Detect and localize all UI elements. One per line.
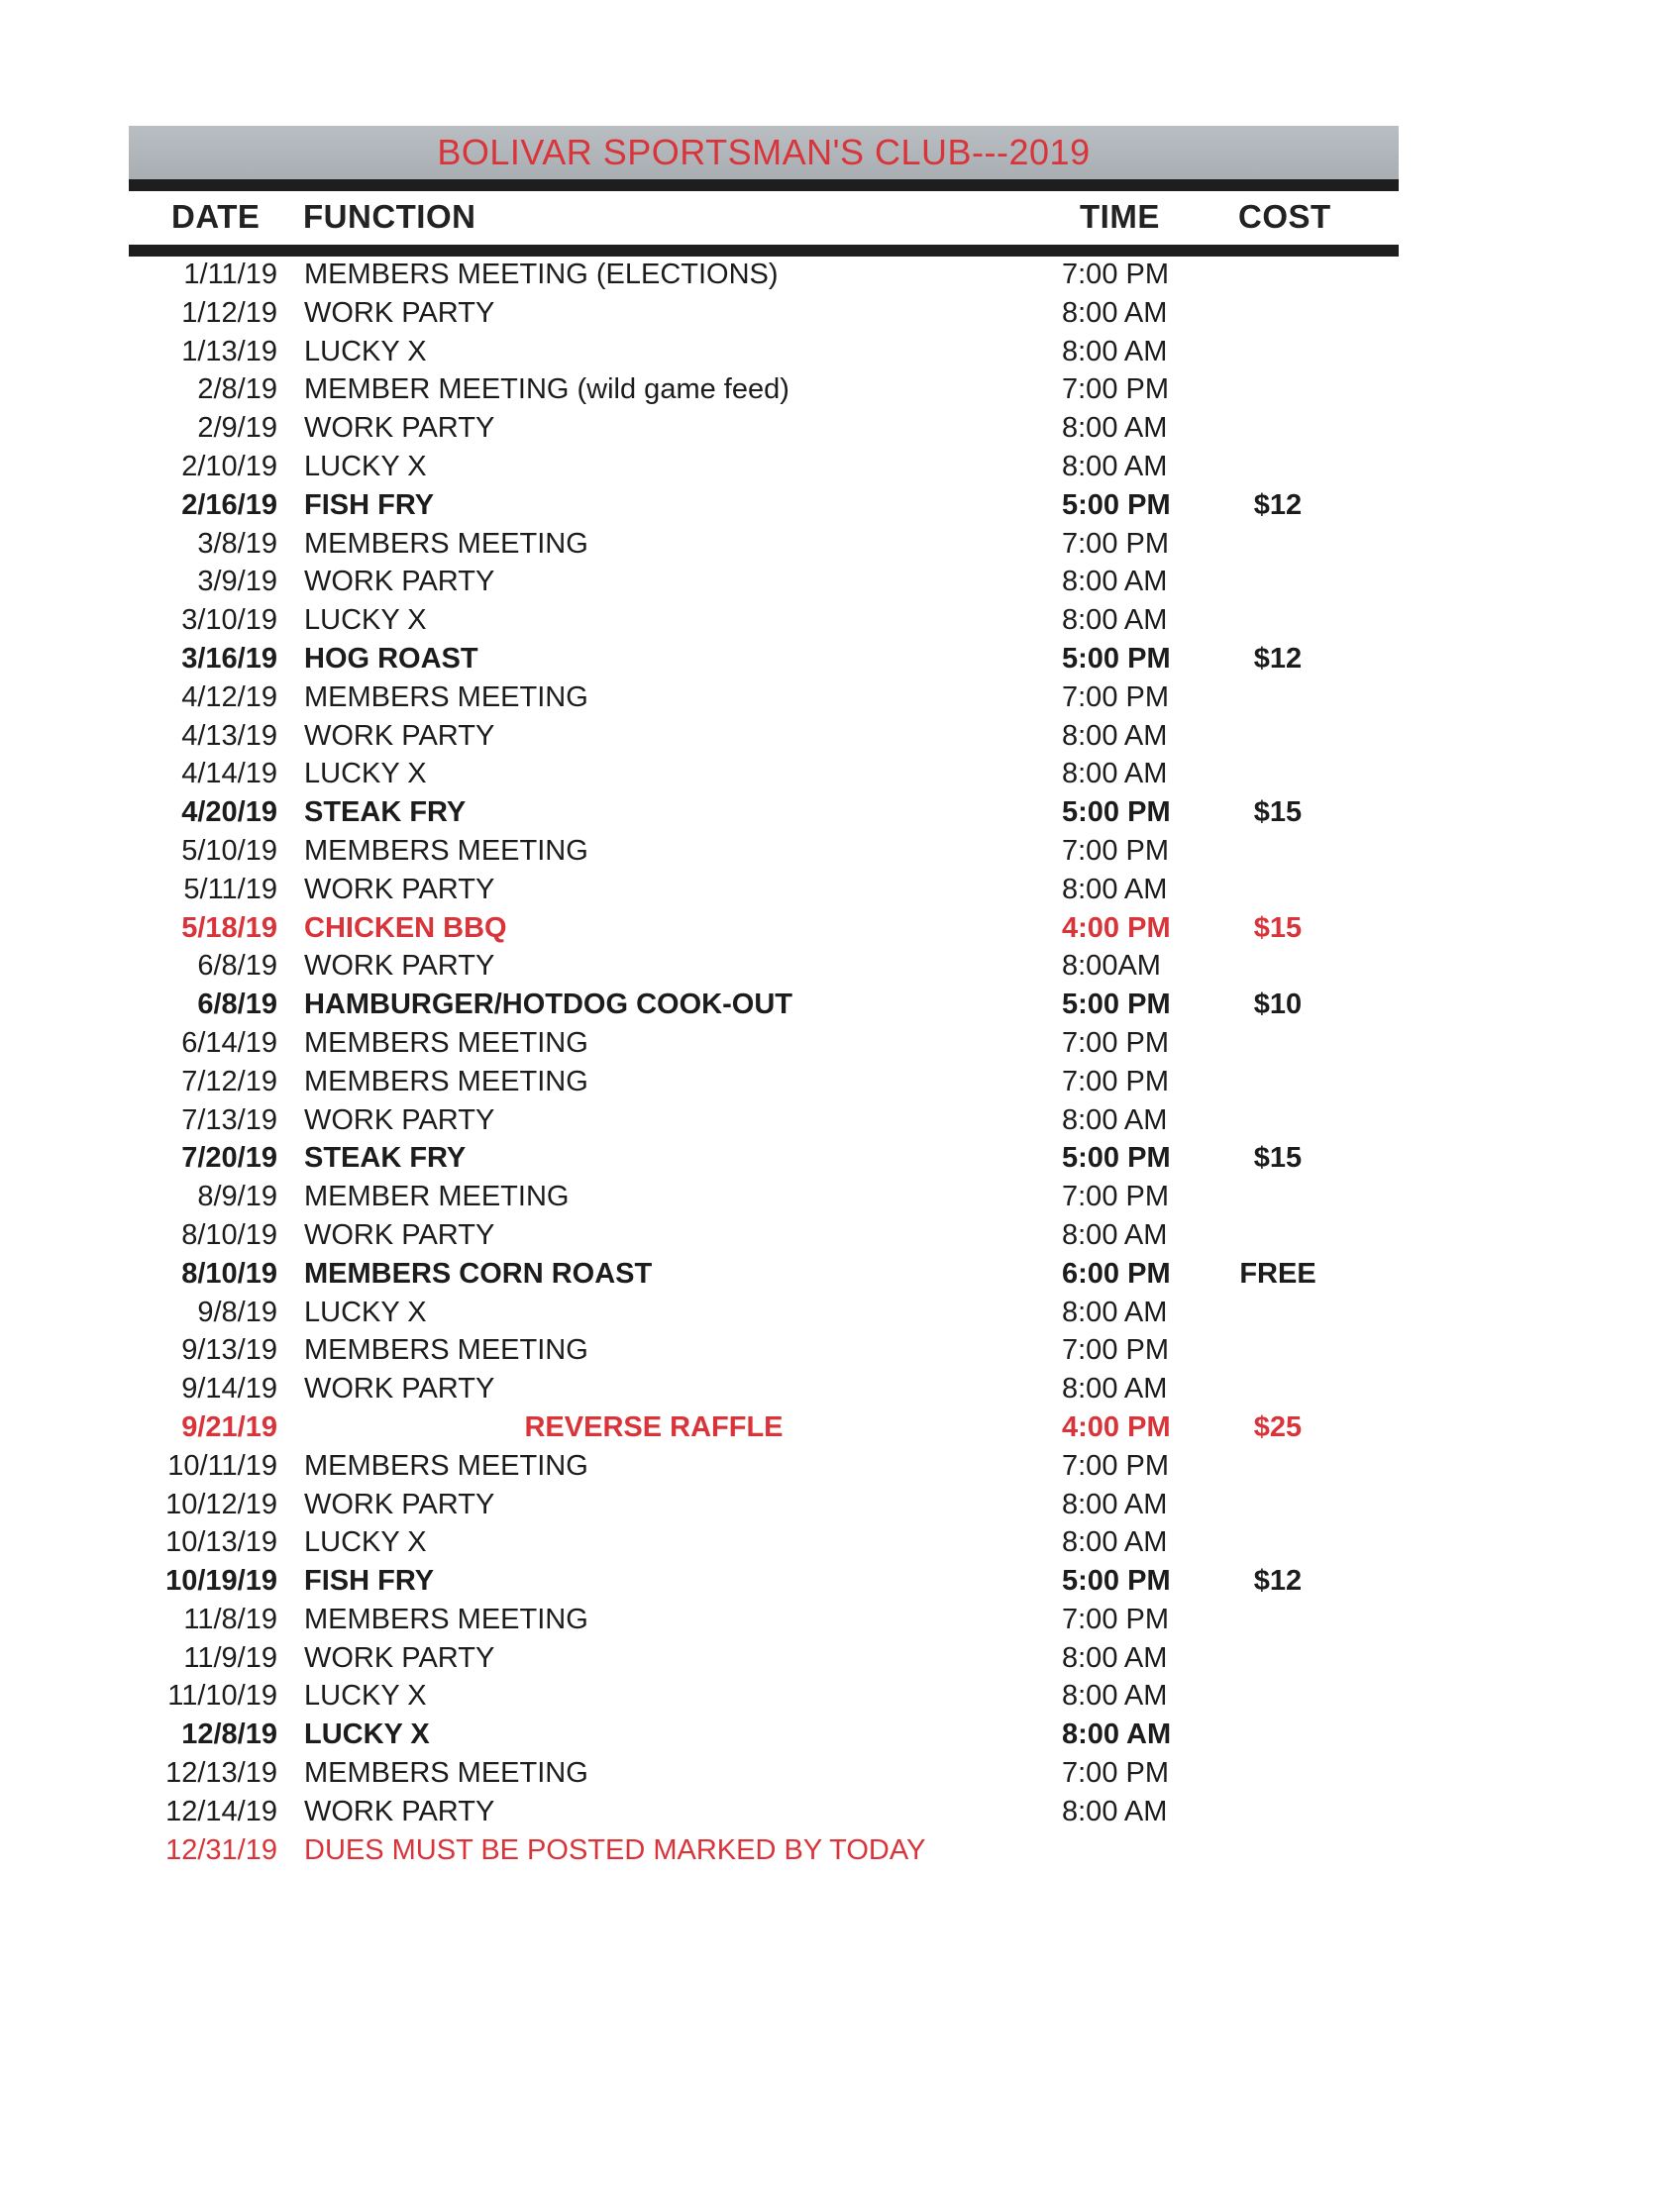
row-date: 11/9/19 [183,1641,277,1674]
row-date: 1/13/19 [181,335,277,367]
row-date: 9/8/19 [197,1296,277,1328]
row-time: 7:00 PM [1062,527,1169,560]
table-row [0,1024,1680,1063]
row-date: 2/10/19 [181,450,277,482]
row-function: CHICKEN BBQ [304,911,507,944]
row-date: 5/11/19 [183,873,277,905]
row-date: 3/9/19 [197,566,277,598]
table-row [0,294,1680,333]
row-function: MEMBER MEETING [304,1181,570,1213]
table-row [0,1370,1680,1408]
table-row [0,370,1680,409]
row-date: 12/8/19 [181,1718,277,1751]
table-row [0,1331,1680,1370]
row-function: WORK PARTY [304,719,495,752]
row-date: 7/13/19 [181,1103,277,1136]
table-row [0,871,1680,909]
table-row [0,1294,1680,1332]
row-function: LUCKY X [304,1526,427,1559]
row-date: 2/8/19 [197,373,277,406]
row-date: 7/12/19 [181,1065,277,1097]
row-time: 7:00 PM [1062,1181,1169,1213]
row-function: MEMBERS MEETING [304,1334,588,1367]
row-function: FISH FRY [304,488,435,521]
row-time: 7:00 PM [1062,1334,1169,1367]
row-time: 8:00 AM [1062,604,1168,637]
row-time: 8:00 AM [1062,1488,1168,1520]
row-time: 8:00 AM [1062,758,1168,790]
row-time: 8:00 AM [1062,1218,1168,1251]
column-header-time: TIME [1080,198,1160,235]
row-function: STEAK FRY [304,1142,467,1175]
table-row [0,563,1680,601]
table-row [0,601,1680,640]
table-row [0,832,1680,871]
table-row [0,1793,1680,1831]
row-function: FISH FRY [304,1565,435,1598]
row-time: 7:00 PM [1062,1065,1169,1097]
row-function: DUES MUST BE POSTED MARKED BY TODAY [304,1833,926,1866]
row-time: 5:00 PM [1062,642,1171,675]
row-function: WORK PARTY [304,1488,495,1520]
table-row [0,1139,1680,1178]
row-function: WORK PARTY [304,1795,495,1827]
row-function: MEMBERS MEETING (ELECTIONS) [304,259,779,290]
row-time: 5:00 PM [1062,796,1171,829]
table-row [0,1408,1680,1447]
row-date: 2/9/19 [197,412,277,445]
row-function: MEMBERS MEETING [304,1603,588,1635]
row-date: 8/9/19 [197,1181,277,1213]
row-time: 8:00 AM [1062,1526,1168,1559]
row-time: 8:00 AM [1062,1641,1168,1674]
row-date: 11/8/19 [183,1603,277,1635]
row-time: 7:00 PM [1062,1757,1169,1790]
row-time: 7:00 PM [1062,373,1169,406]
row-cost: FREE [1239,1257,1316,1290]
row-function: MEMBERS CORN ROAST [304,1257,653,1290]
row-time: 7:00 PM [1062,680,1169,713]
row-date: 6/8/19 [197,950,277,983]
row-function: WORK PARTY [304,950,495,983]
row-date: 4/12/19 [181,680,277,713]
table-row [0,1178,1680,1216]
row-function: HOG ROAST [304,642,478,675]
row-cost: $15 [1253,911,1303,944]
table-row [0,1523,1680,1562]
table-row [0,909,1680,948]
row-time: 8:00AM [1062,950,1161,983]
row-cost: $15 [1253,1142,1303,1175]
row-time: 8:00 AM [1062,1718,1172,1751]
table-row [0,1486,1680,1524]
row-time: 6:00 PM [1062,1257,1171,1290]
row-date: 6/14/19 [181,1026,277,1059]
row-time: 8:00 AM [1062,719,1168,752]
row-function: WORK PARTY [304,873,495,905]
table-row [0,1562,1680,1601]
row-function: LUCKY X [304,335,427,367]
row-date: 11/10/19 [167,1680,277,1713]
table-row [0,1677,1680,1716]
row-time: 8:00 AM [1062,566,1168,598]
row-function: MEMBER MEETING (wild game feed) [304,373,789,406]
table-row [0,678,1680,717]
row-function: WORK PARTY [304,1103,495,1136]
row-date: 12/13/19 [165,1757,277,1790]
row-cost: $15 [1253,796,1303,829]
table-row [0,717,1680,756]
row-function: REVERSE RAFFLE [524,1410,784,1443]
row-function: LUCKY X [304,1680,427,1713]
row-date: 6/8/19 [197,989,277,1021]
row-date: 10/13/19 [165,1526,277,1559]
row-time: 5:00 PM [1062,1565,1171,1598]
table-row [0,525,1680,564]
row-time: 8:00 AM [1062,1296,1168,1328]
row-time: 8:00 AM [1062,1680,1168,1713]
table-row [0,1716,1680,1754]
row-time: 8:00 AM [1062,1795,1168,1827]
row-function: MEMBERS MEETING [304,1026,588,1059]
row-time: 7:00 PM [1062,834,1169,867]
table-row [0,1063,1680,1101]
title-divider [129,179,1399,191]
table-row [0,1216,1680,1255]
row-function: LUCKY X [304,758,427,790]
row-function: WORK PARTY [304,296,495,329]
row-date: 12/31/19 [165,1833,277,1866]
row-date: 10/19/19 [165,1565,277,1598]
page-title: BOLIVAR SPORTSMAN'S CLUB---2019 [437,132,1091,172]
row-function: MEMBERS MEETING [304,680,588,713]
row-time: 5:00 PM [1062,989,1171,1021]
table-row [0,1255,1680,1294]
row-date: 5/18/19 [181,911,277,944]
row-time: 8:00 AM [1062,1103,1168,1136]
row-function: HAMBURGER/HOTDOG COOK-OUT [304,989,792,1021]
row-date: 8/10/19 [181,1218,277,1251]
row-cost: $12 [1253,1565,1303,1598]
row-time: 8:00 AM [1062,873,1168,905]
row-time: 7:00 PM [1062,1449,1169,1482]
row-date: 9/21/19 [181,1410,277,1443]
row-time: 8:00 AM [1062,450,1168,482]
row-time: 5:00 PM [1062,1142,1171,1175]
table-row [0,448,1680,486]
row-date: 9/14/19 [181,1373,277,1406]
row-date: 10/11/19 [167,1449,277,1482]
row-date: 4/20/19 [181,796,277,829]
row-function: WORK PARTY [304,1373,495,1406]
table-row [0,1754,1680,1793]
title-banner [129,126,1399,179]
row-function: LUCKY X [304,1296,427,1328]
row-date: 8/10/19 [181,1257,277,1290]
row-function: WORK PARTY [304,566,495,598]
table-row [0,409,1680,448]
table-row [0,486,1680,525]
row-function: MEMBERS MEETING [304,834,588,867]
table-row [0,755,1680,793]
row-time: 7:00 PM [1062,1026,1169,1059]
row-function: WORK PARTY [304,1641,495,1674]
table-row [0,333,1680,371]
row-function: LUCKY X [304,604,427,637]
row-date: 2/16/19 [181,488,277,521]
row-time: 4:00 PM [1062,1410,1171,1443]
row-function: MEMBERS MEETING [304,1065,588,1097]
row-time: 8:00 AM [1062,335,1168,367]
row-date: 9/13/19 [181,1334,277,1367]
table-row [0,793,1680,832]
table-row [0,1601,1680,1639]
table-row [0,1831,1680,1870]
table-row [0,1101,1680,1140]
row-cost: $25 [1253,1410,1303,1443]
row-function: LUCKY X [304,1718,430,1751]
row-time: 5:00 PM [1062,488,1171,521]
row-time: 4:00 PM [1062,911,1171,944]
row-date: 4/14/19 [181,758,277,790]
row-function: MEMBERS MEETING [304,1757,588,1790]
row-time: 8:00 AM [1062,1373,1168,1406]
row-time: 7:00 PM [1062,1603,1169,1635]
row-date: 1/12/19 [181,296,277,329]
column-header-cost: COST [1238,198,1331,235]
row-function: WORK PARTY [304,412,495,445]
row-time: 7:00 PM [1062,259,1169,290]
column-header-function: FUNCTION [303,198,476,235]
row-cost: $10 [1253,989,1303,1021]
row-time: 8:00 AM [1062,296,1168,329]
row-cost: $12 [1253,642,1303,675]
table-row [0,947,1680,986]
row-date: 1/11/19 [183,259,277,290]
row-date: 3/10/19 [181,604,277,637]
row-date: 5/10/19 [181,834,277,867]
row-date: 3/8/19 [197,527,277,560]
row-function: MEMBERS MEETING [304,1449,588,1482]
table-row [0,986,1680,1024]
row-cost: $12 [1253,488,1303,521]
row-date: 4/13/19 [181,719,277,752]
row-function: LUCKY X [304,450,427,482]
column-header-date: DATE [171,198,261,235]
row-date: 3/16/19 [181,642,277,675]
row-function: MEMBERS MEETING [304,527,588,560]
row-date: 12/14/19 [165,1795,277,1827]
schedule-table [0,256,1680,1869]
row-date: 10/12/19 [165,1488,277,1520]
row-function: WORK PARTY [304,1218,495,1251]
row-date: 7/20/19 [181,1142,277,1175]
table-row [0,1447,1680,1486]
table-row [0,640,1680,678]
table-row [0,256,1680,294]
row-function: STEAK FRY [304,796,467,829]
table-row [0,1639,1680,1678]
row-time: 8:00 AM [1062,412,1168,445]
